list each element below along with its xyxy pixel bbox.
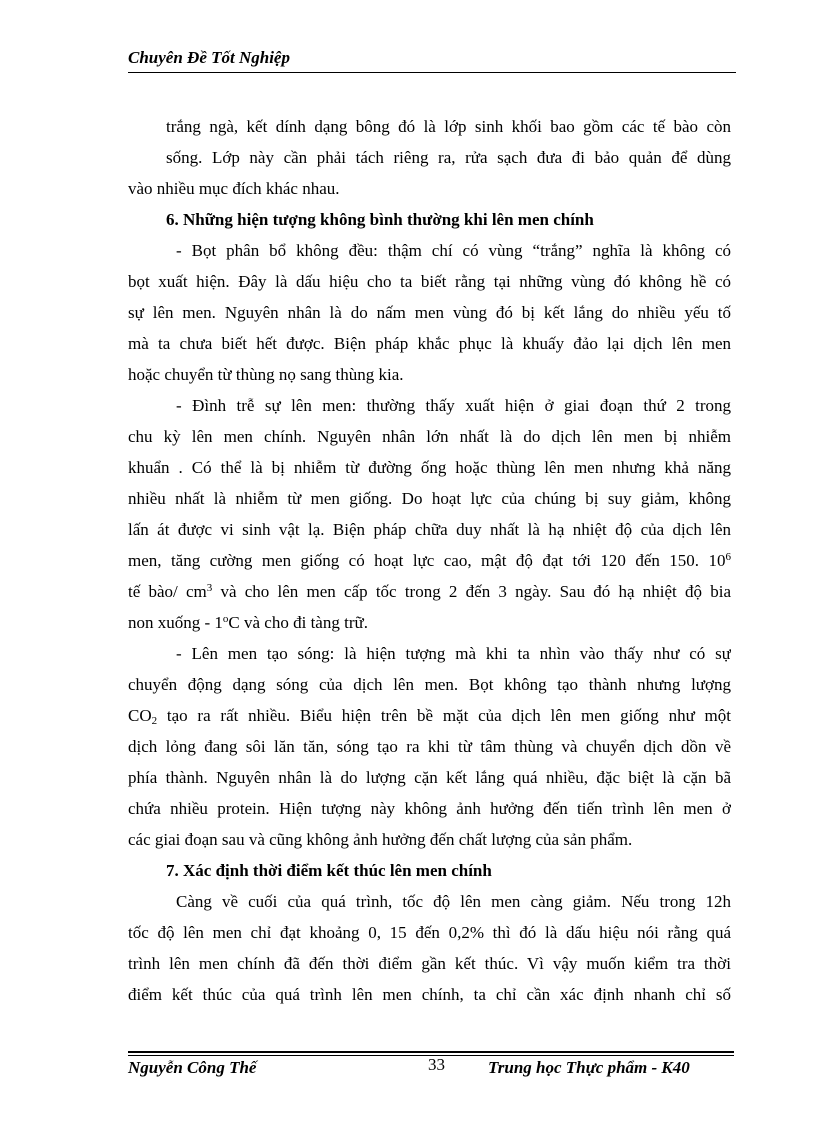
body-text: tế bào/ cm — [128, 582, 207, 601]
page-number: 33 — [428, 1055, 445, 1074]
body-line: mà ta chưa biết hết được. Biện pháp khắc phục là khuấy đảo lại dịch lên men — [128, 334, 731, 353]
section-heading-7: 7. Xác định thời điểm kết thúc lên men chính — [166, 861, 492, 880]
body-line: - Đình trễ sự lên men: thường thấy xuất hiện ở giai đoạn thứ 2 trong — [176, 396, 731, 415]
body-line: dịch lỏng đang sôi lăn tăn, sóng tạo ra khi từ tâm thùng và chuyển dịch dồn về — [128, 737, 731, 756]
body-text: men, tăng cường men giống có hoạt lực cao, mật độ đạt tới 120 đến 150. 10 — [128, 551, 726, 570]
body-line: chuyển động dạng sóng của dịch lên men. Bọt không tạo thành nhưng lượng — [128, 675, 731, 694]
body-line: các giai đoạn sau và cũng không ảnh hưởng đến chất lượng của sản phẩm. — [128, 830, 633, 849]
body-line: điểm kết thúc của quá trình lên men chính, ta chỉ cần xác định nhanh chỉ số — [128, 985, 731, 1004]
body-line: trắng ngà, kết dính dạng bông đó là lớp sinh khối bao gồm các tế bào còn — [166, 117, 731, 136]
superscript: o — [222, 613, 229, 625]
section-heading-6: 6. Những hiện tượng không bình thường khi lên men chính — [166, 210, 594, 229]
body-line — [128, 576, 731, 607]
body-line: lấn át được vi sinh vật lạ. Biện pháp chữa duy nhất là hạ nhiệt độ của dịch lên — [128, 520, 731, 539]
document-body — [128, 111, 731, 1010]
body-line: chứa nhiều protein. Hiện tượng này không ảnh hưởng đến tiến trình lên men ở — [128, 799, 731, 818]
header-rule — [128, 72, 736, 73]
footer-author: Nguyễn Công Thế — [128, 1058, 257, 1077]
body-text: non xuống - 1 — [128, 613, 223, 632]
footer-rule-thick — [128, 1051, 734, 1053]
body-line: vào nhiều mục đích khác nhau. — [128, 179, 340, 198]
body-line: - Lên men tạo sóng: là hiện tượng mà khi ta nhìn vào thấy như có sự — [176, 644, 731, 663]
body-line: - Bọt phân bổ không đều: thậm chí có vùng “trắng” nghĩa là không có — [176, 241, 731, 260]
body-line: trình lên men chính đã đến thời điểm gần kết thúc. Vì vậy muốn kiểm tra thời — [128, 954, 731, 973]
body-line — [128, 545, 731, 576]
page-header-title: Chuyên Đề Tốt Nghiệp — [128, 48, 290, 67]
body-line: tốc độ lên men chỉ đạt khoảng 0, 15 đến 0,2% thì đó là dấu hiệu nói rằng quá — [128, 923, 731, 942]
body-line: khuẩn . Có thể là bị nhiễm từ đường ống hoặc thùng lên men nhưng khả năng — [128, 458, 731, 477]
body-line — [128, 607, 731, 638]
body-line: hoặc chuyển từ thùng nọ sang thùng kia. — [128, 365, 404, 384]
body-text: CO — [128, 706, 152, 725]
body-line: phía thành. Nguyên nhân là do lượng cặn kết lắng quá nhiều, đặc biệt là cặn bã — [128, 768, 731, 787]
superscript: 3 — [206, 582, 213, 594]
superscript: 6 — [725, 551, 731, 563]
body-line: sống. Lớp này cần phải tách riêng ra, rửa sạch đưa đi bảo quản để dùng — [166, 148, 731, 167]
body-text: tạo ra rất nhiều. Biểu hiện trên bề mặt của dịch lên men giống như một — [157, 706, 731, 725]
body-line: nhiều nhất là nhiễm từ men giống. Do hoạt lực của chúng bị suy giảm, không — [128, 489, 731, 508]
footer-school: Trung học Thực phẩm - K40 — [488, 1058, 690, 1077]
body-text: C và cho đi tàng trữ. — [228, 613, 368, 632]
subscript: 2 — [151, 715, 158, 727]
body-line: chu kỳ lên men chính. Nguyên nhân lớn nhất là do dịch lên men bị nhiễm — [128, 427, 731, 446]
body-line: bọt xuất hiện. Đây là dấu hiệu cho ta biết rằng tại những vùng đó không hề có — [128, 272, 731, 291]
body-text: và cho lên men cấp tốc trong 2 đến 3 ngày. Sau đó hạ nhiệt độ bia — [212, 582, 731, 601]
body-line: Càng về cuối của quá trình, tốc độ lên men càng giảm. Nếu trong 12h — [176, 892, 731, 911]
body-line: sự lên men. Nguyên nhân là do nấm men vùng đó bị kết lắng do nhiều yếu tố — [128, 303, 731, 322]
body-line — [128, 700, 731, 731]
